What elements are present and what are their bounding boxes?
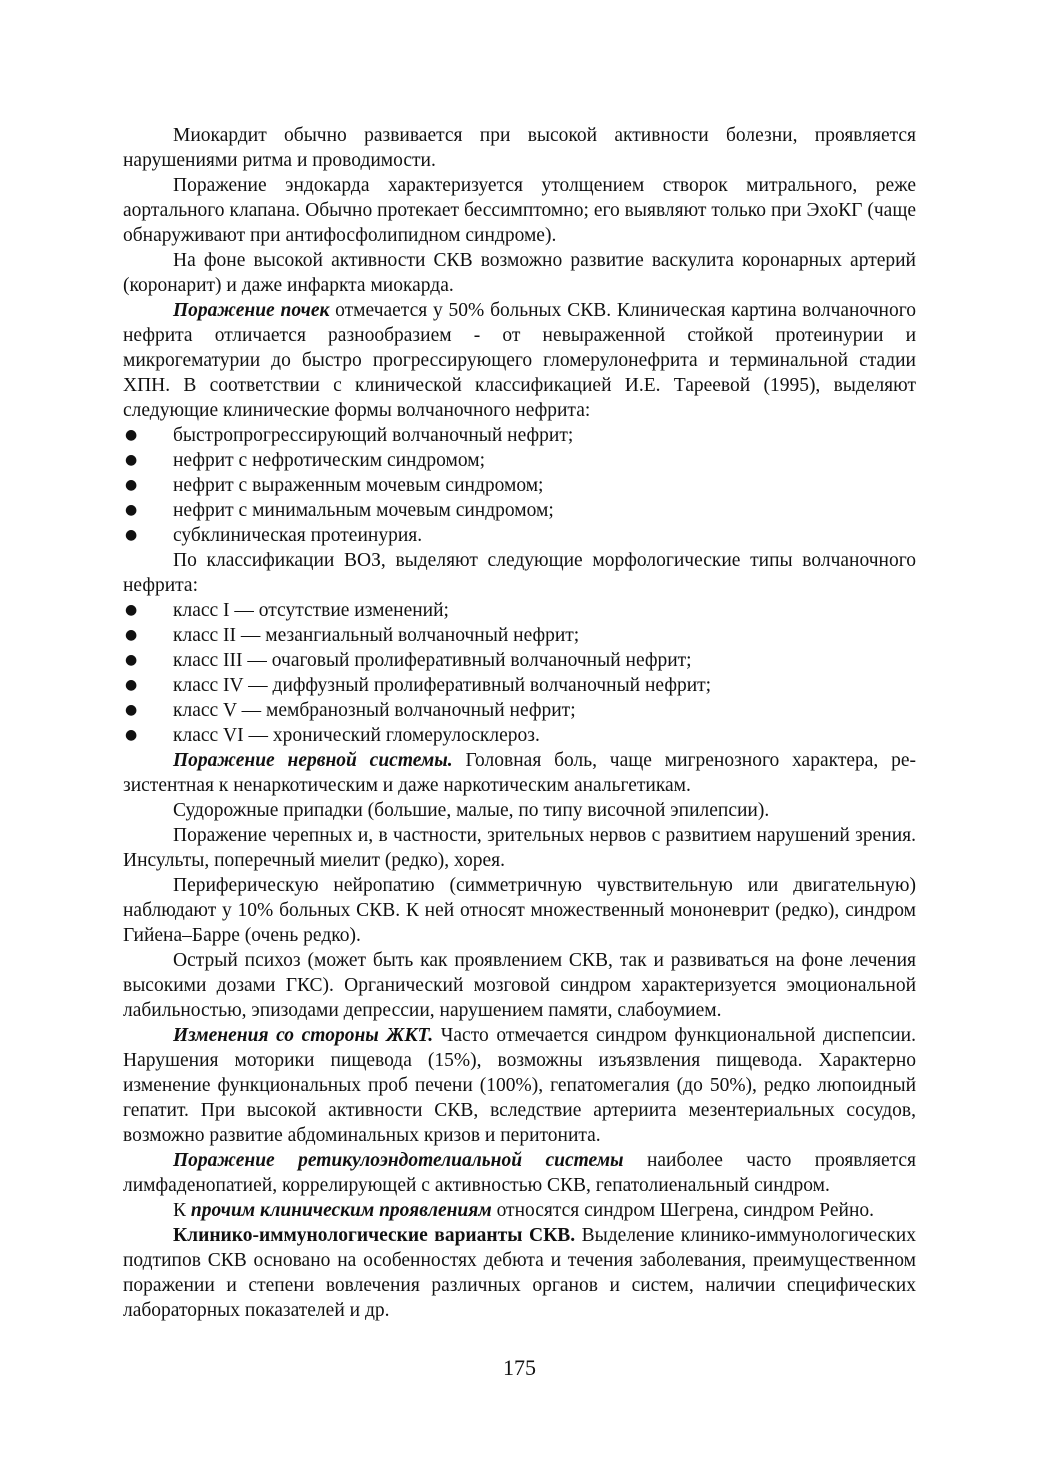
paragraph-nervous <box>123 748 916 798</box>
bullet-icon: ● <box>125 652 138 668</box>
paragraph-kidney <box>123 298 916 423</box>
list-item: ● нефрит с выраженным мочевым синдромом; <box>125 475 544 496</box>
list-item: ● класс II — мезангиальный волчаночный нефрит; <box>125 625 580 646</box>
clinical-forms-list <box>123 423 916 548</box>
bullet-icon: ● <box>125 427 138 443</box>
res-heading: Поражение ретикулоэндотелиальной системы <box>173 1150 624 1171</box>
paragraph-other: К прочим клиническим проявлениям относятся синдром Шегрена, синдром Рейно. <box>173 1200 875 1221</box>
paragraph-who-intro: По классификации ВОЗ, выделяют следующие морфологические типы волчаночного нефрита: <box>123 550 916 596</box>
bullet-icon: ● <box>125 627 138 643</box>
list-item: ● класс I — отсутствие изменений; <box>125 600 449 621</box>
other-text: относятся синдром Шегрена, синдром Рейно. <box>491 1200 875 1221</box>
bullet-icon: ● <box>125 702 138 718</box>
bullet-icon: ● <box>125 527 138 543</box>
list-item: ● нефрит с минимальным мочевым синдромом; <box>125 500 554 521</box>
gi-heading: Изменения со стороны ЖКТ. <box>173 1025 434 1046</box>
list-item: ● субклиническая протеинурия. <box>125 525 423 546</box>
list-item: ● класс III — очаговый пролиферативный волчаночный нефрит; <box>125 650 692 671</box>
paragraph-cranial-nerves: Поражение черепных и, в частности, зрительных нервов с развитием нарушений зрения. Инсульты, поперечный миелит (редко), хорея. <box>123 825 916 871</box>
nervous-heading: Поражение нервной системы. <box>173 750 453 771</box>
paragraph-gi <box>123 1023 916 1148</box>
page-body <box>123 123 916 1323</box>
variants-text: Выделение клинико-иммунологических подтипов СКВ основано на особенностях дебюта и течения заболевания, преимущественном поражении и степени вовлечения различных органов и систем, наличии специфических лабораторных показателей и др. <box>123 1225 916 1321</box>
paragraph-psychosis: Острый психоз (может быть как проявлением СКВ, так и развиваться на фоне лечения высокими дозами ГКС). Органический мозговой синдром характеризуется эмоциональной лабильностью, эпизодами депрессии, нарушением памяти, слабоумием. <box>123 950 916 1021</box>
other-heading: прочим клиническим проявлениям <box>190 1200 492 1221</box>
list-item: ● класс IV — диффузный пролиферативный волчаночный нефрит; <box>125 675 712 696</box>
paragraph-res <box>123 1148 916 1198</box>
paragraph-coronaritis: На фоне высокой активности СКВ возможно развитие васкулита коронарных артерий (коронарит) и даже инфаркта миокарда. <box>123 250 916 296</box>
paragraph-seizures: Судорожные припадки (большие, малые, по типу височной эпилепсии). <box>173 800 770 821</box>
res-text: наиболее часто проявляется лимфаденопатией, коррелирующей с активностью СКВ, гепатолиенальный синдром. <box>123 1150 916 1196</box>
gi-text: Часто отмечается синдром функциональной диспепсии. Нарушения моторики пищевода (15%), возможны изъязвления пищевода. Характерно изменение функциональных проб печени (100%), гепатомегалия (до 50%), редко люпоидный гепатит. При высокой активности СКВ, вследствие артериита мезентериальных сосудов, возможно развитие абдоминальных кризов и перитонита. <box>123 1025 916 1146</box>
bullet-icon: ● <box>125 477 138 493</box>
bullet-icon: ● <box>125 502 138 518</box>
list-item: ● класс V — мембранозный волчаночный нефрит; <box>125 700 576 721</box>
bullet-icon: ● <box>125 602 138 618</box>
nervous-text: Головная боль, чаще мигренозного характера, резистентная к ненаркотическим и даже наркотическим анальгетикам. <box>123 750 916 796</box>
paragraph-endocardium: Поражение эндокарда характеризуется утолщением створок митрального, реже аортального клапана. Обычно протекает бессимптомно; его выявляют только при ЭхоКГ (чаще обнаруживают при антифосфолипидном синдроме). <box>123 175 916 246</box>
list-item: ● класс VI — хронический гломерулосклероз. <box>125 725 540 746</box>
paragraph-variants <box>123 1223 916 1323</box>
who-classes-list <box>123 598 916 748</box>
page-number: 175 <box>503 1355 536 1380</box>
paragraph-neuropathy: Периферическую нейропатию (симметричную чувствительную или двигательную) наблюдают у 10% больных СКВ. К ней относят множественный мононеврит (редко), синдром Гийена–Барре (очень редко). <box>123 875 916 946</box>
kidney-heading: Поражение почек <box>173 300 330 321</box>
variants-heading: Клинико-иммунологические варианты СКВ. <box>173 1225 576 1246</box>
bullet-icon: ● <box>125 727 138 743</box>
list-item: ● быстропрогрессирующий волчаночный нефрит; <box>125 425 574 446</box>
bullet-icon: ● <box>125 452 138 468</box>
bullet-icon: ● <box>125 677 138 693</box>
paragraph-myocarditis: Миокардит обычно развивается при высокой активности болезни, проявляется нарушениями ритма и проводимости. <box>123 125 916 171</box>
kidney-text: отмечается у 50% больных СКВ. Клиническая картина волчаночного нефрита отличается разнообразием - от невыраженной стойкой протеинурии и микрогематурии до быстро прогрессирующего гломерулонефрита и терминальной стадии ХПН. В соответствии с клинической классификацией И.Е. Тареевой (1995), выделяют следующие клинические формы волчаночного нефрита: <box>123 300 916 421</box>
list-item: ● нефрит с нефротическим синдромом; <box>125 450 486 471</box>
